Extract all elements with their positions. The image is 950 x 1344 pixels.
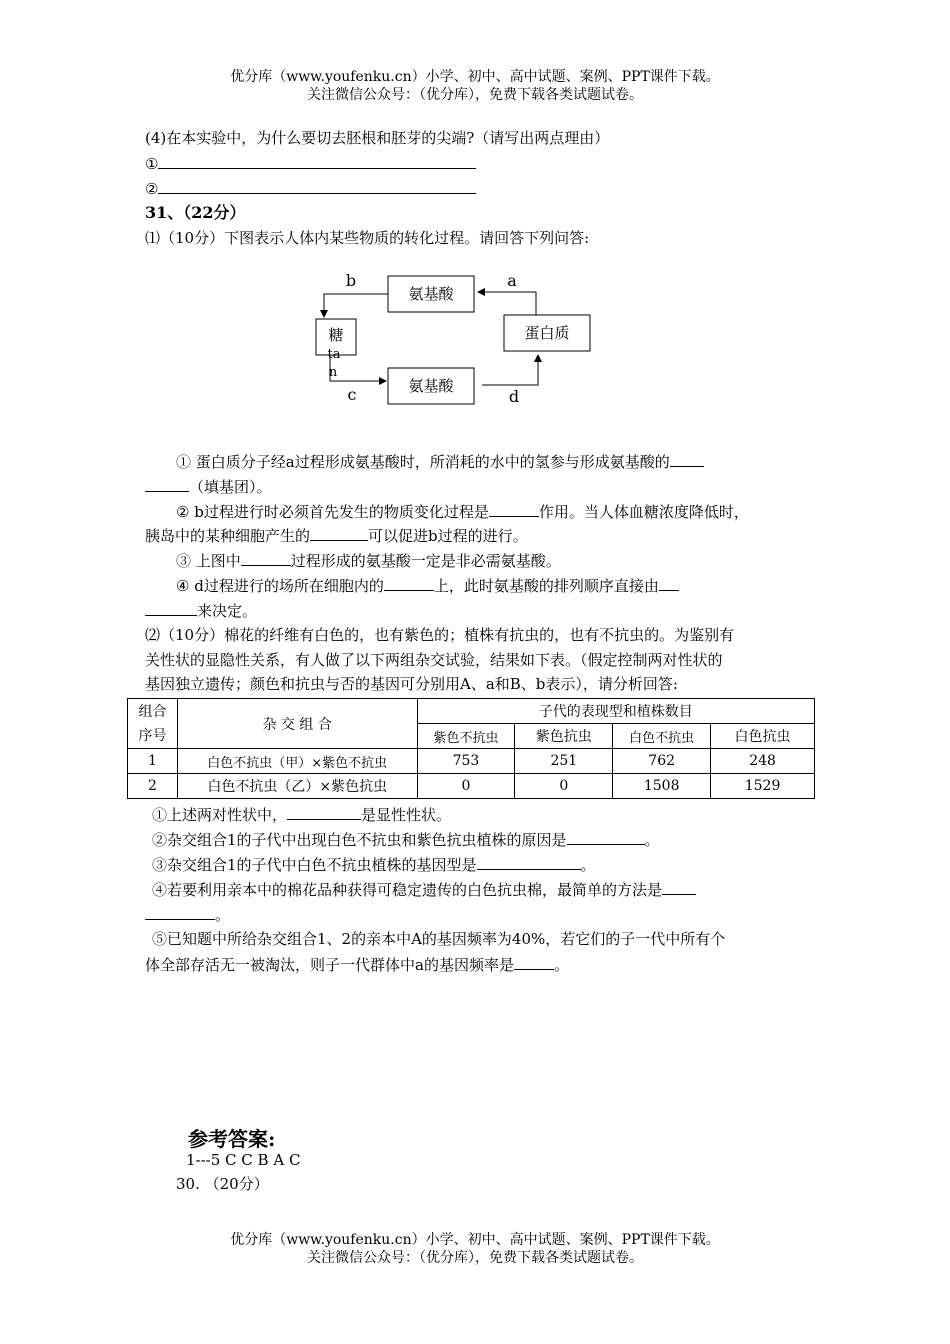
answer-blank: [310, 525, 368, 541]
p1-q4-text-2: 上，此时氨基酸的排列顺序直接由: [433, 577, 659, 595]
row-value: 248: [711, 749, 815, 774]
header-cross: 杂 交 组 合: [177, 699, 417, 749]
p1-q3-text-2: 过程形成的氨基酸一定是非必需氨基酸。: [290, 552, 561, 570]
answers-line-1: 1---5 C C B A C: [186, 1151, 301, 1169]
answers-line-2: 30. （20分）: [176, 1175, 269, 1193]
p2-q2-line: [152, 829, 660, 850]
p2-q4-text-2: 。: [215, 906, 231, 924]
label-d: d: [508, 387, 520, 406]
part2-intro-line1: ⑵（10分）棉花的纤维有白色的，也有紫色的；植株有抗虫的，也有不抗虫的。为鉴别有: [145, 626, 735, 644]
p1-q3-line: [176, 550, 561, 571]
p1-q2-text-4: 可以促进b过程的进行。: [368, 527, 528, 545]
p2-q2-text: ②杂交组合1的子代中出现白色不抗虫和紫色抗虫植株的原因是: [152, 831, 567, 849]
arrow-d: [482, 355, 538, 385]
subheader-purple-resistant: 紫色抗虫: [515, 724, 613, 749]
p2-q5-text: 体全部存活无一被淘汰，则子一代群体中a的基因频率是: [145, 956, 514, 974]
arrow-b: [324, 294, 388, 317]
q31-title: 31、（22分）: [145, 203, 246, 222]
answer-blank: [514, 954, 554, 970]
answer-blank: [287, 804, 361, 820]
circled-one: ①: [145, 155, 159, 173]
answer-blank: [567, 829, 645, 845]
answer-blank: [158, 178, 476, 194]
row-value: 753: [417, 749, 515, 774]
header-line-2: 关注微信公众号：（优分库），免费下载各类试题试卷。: [307, 87, 643, 103]
header-group-no: [128, 699, 178, 749]
p1-q1-suffix: （填基团）。: [189, 478, 272, 496]
row-value: 251: [515, 749, 613, 774]
p1-q2-line1: [176, 501, 749, 522]
part2-intro-line3: 基因独立遗传；颜色和抗虫与否的基因可分别用A、a和B、b表示），请分析回答:: [145, 675, 678, 693]
table-header-row: [128, 699, 815, 724]
p1-q2-line2: [145, 525, 528, 546]
p2-q3-text-2: 。: [580, 856, 596, 874]
cross-results-table: [127, 698, 815, 799]
table-row: [128, 749, 815, 774]
footer-line-2: 关注微信公众号：（优分库），免费下载各类试题试卷。: [307, 1250, 643, 1266]
row-id: 2: [128, 774, 178, 799]
p1-q4-text: ④ d过程进行的场所在细胞内的: [176, 577, 384, 595]
row-value: 1508: [613, 774, 711, 799]
conversion-diagram: [300, 262, 610, 412]
row-cross: 白色不抗虫（乙）×紫色抗虫: [177, 774, 417, 799]
q31-part1-intro: ⑴（10分）下图表示人体内某些物质的转化过程。请回答下列问答:: [145, 229, 590, 247]
p1-q2-text-3: 胰岛中的某种细胞产生的: [145, 527, 311, 545]
header-group-no-2: 序号: [138, 727, 167, 744]
p1-q1-line2: [145, 476, 272, 497]
q30-4-answer-1: [145, 153, 476, 174]
p1-q1-line1: [176, 451, 704, 472]
answer-blank: [158, 153, 476, 169]
row-value: 762: [613, 749, 711, 774]
answer-blank: [241, 550, 291, 566]
p2-q4-line2: [145, 904, 230, 925]
p1-q4-line2: [145, 600, 257, 621]
row-value: 0: [515, 774, 613, 799]
header-group-no-1: 组合: [138, 703, 167, 720]
p2-q5-line1: ⑤已知题中所给杂交组合1、2的亲本中A的基因频率为40%，若它们的子一代中所有个: [152, 930, 726, 948]
p2-q1-line: [152, 804, 451, 825]
header-offspring: 子代的表现型和植株数目: [417, 699, 814, 724]
p1-q3-text: ③ 上图中: [176, 552, 241, 570]
p2-q5-line2: [145, 954, 569, 975]
p1-q4-text-3: 来决定。: [197, 602, 258, 620]
answer-blank: [384, 575, 434, 591]
answer-blank: [145, 600, 197, 616]
label-c: c: [347, 385, 357, 404]
label-a: a: [507, 271, 517, 290]
part2-intro-line2: 关性状的显隐性关系，有人做了以下两组杂交试验，结果如下表。（假定控制两对性状的: [145, 651, 723, 669]
p2-q1-text-2: 是显性性状。: [361, 806, 452, 824]
p2-q3-line: [152, 854, 596, 875]
table-row: [128, 774, 815, 799]
box-sugar-overflow-text-2: n: [328, 365, 338, 380]
p1-q2-text: ② b过程进行时必须首先发生的物质变化过程是: [176, 503, 489, 521]
label-b: b: [345, 271, 357, 290]
box-protein-text: 蛋白质: [524, 324, 570, 342]
p2-q3-text: ③杂交组合1的子代中白色不抗虫植株的基因型是: [152, 856, 477, 874]
footer-line-1: 优分库（www.youfenku.cn）小学、初中、高中试题、案例、PPT课件下载。: [230, 1232, 720, 1248]
answer-blank: [662, 879, 696, 895]
answer-blank: [659, 575, 679, 591]
circled-two: ②: [145, 180, 159, 198]
arrow-a: [478, 292, 536, 315]
p2-q4-text: ④若要利用亲本中的棉花品种获得可稳定遗传的白色抗虫棉，最简单的方法是: [152, 881, 663, 899]
row-id: 1: [128, 749, 178, 774]
q30-4-question: (4)在本实验中，为什么要切去胚根和胚芽的尖端?（请写出两点理由）: [145, 129, 610, 147]
answer-blank: [477, 854, 581, 870]
box-sugar-text: 糖: [328, 326, 344, 344]
p2-q2-text-2: 。: [644, 831, 660, 849]
answers-title: 参考答案:: [188, 1127, 276, 1151]
subheader-white-resistant: 白色抗虫: [711, 724, 815, 749]
p2-q1-text: ①上述两对性状中，: [152, 806, 288, 824]
q30-4-answer-2: [145, 178, 476, 199]
p1-q4-line1: [176, 575, 679, 596]
answer-blank: [489, 501, 539, 517]
box-amino-acid-top-text: 氨基酸: [408, 285, 454, 303]
subheader-purple-nonresistant: 紫色不抗虫: [417, 724, 515, 749]
box-sugar-overflow-text-1: ta: [327, 347, 341, 362]
subheader-white-nonresistant: 白色不抗虫: [613, 724, 711, 749]
answer-blank: [145, 904, 215, 920]
header-line-1: 优分库（www.youfenku.cn）小学、初中、高中试题、案例、PPT课件下载。: [230, 69, 720, 85]
answer-blank: [145, 476, 189, 492]
row-value: 0: [417, 774, 515, 799]
p2-q5-text-2: 。: [553, 956, 569, 974]
row-cross: 白色不抗虫（甲）×紫色不抗虫: [177, 749, 417, 774]
answer-blank: [670, 451, 704, 467]
p2-q4-line1: [152, 879, 696, 900]
box-amino-acid-bottom-text: 氨基酸: [408, 377, 454, 395]
row-value: 1529: [711, 774, 815, 799]
p1-q2-text-2: 作用。当人体血糖浓度降低时，: [538, 503, 749, 521]
p1-q1-text: ① 蛋白质分子经a过程形成氨基酸时，所消耗的水中的氢参与形成氨基酸的: [176, 453, 670, 471]
